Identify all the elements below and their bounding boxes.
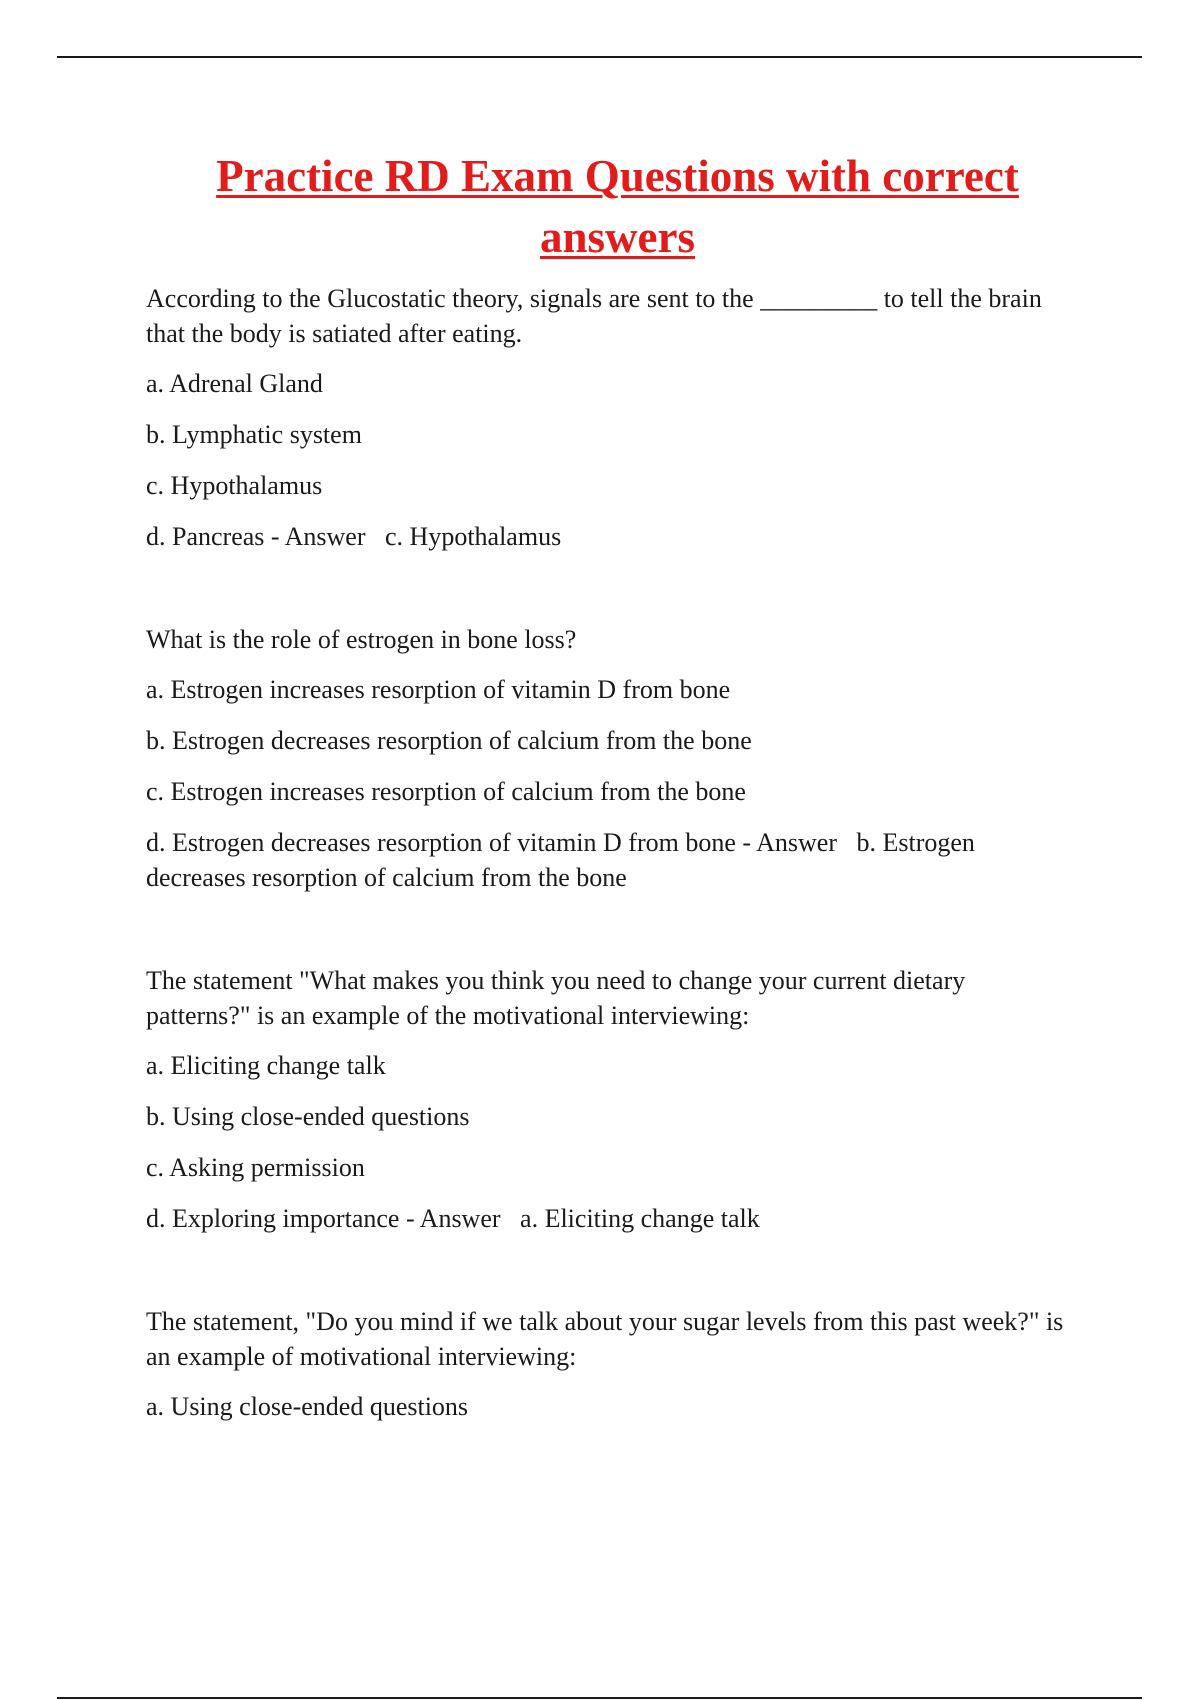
correct-answer: a. Eliciting change talk xyxy=(520,1204,760,1233)
answer-separator: - Answer xyxy=(264,522,385,551)
question-3 xyxy=(146,963,1066,1236)
option-c: c. Estrogen increases resorption of calcium from the bone xyxy=(146,777,746,806)
question-4 xyxy=(146,1304,1066,1424)
option-d: d. Pancreas xyxy=(146,522,265,551)
question-text: The statement, "Do you mind if we talk about your sugar levels from this past week?" is an example of motivational interviewing: xyxy=(146,1307,1064,1371)
footer-rule xyxy=(57,1697,1142,1699)
answer-separator: - Answer xyxy=(735,828,857,857)
option-d-with-answer xyxy=(146,519,1066,554)
option-d: d. Exploring importance xyxy=(146,1204,400,1233)
option-d: d. Estrogen decreases resorption of vitamin D from bone xyxy=(146,828,736,857)
question-1 xyxy=(146,281,1066,554)
option-a: a. Eliciting change talk xyxy=(146,1051,386,1080)
question-2 xyxy=(146,622,1066,895)
option-b: b. Lymphatic system xyxy=(146,420,362,449)
correct-answer: c. Hypothalamus xyxy=(385,522,562,551)
question-text: The statement "What makes you think you need to change your current dietary patterns?" is an example of the motivational interviewing: xyxy=(146,966,966,1030)
option-c: c. Asking permission xyxy=(146,1153,365,1182)
question-list xyxy=(146,281,1066,1424)
answer-separator: - Answer xyxy=(399,1204,521,1233)
option-b: b. Using close-ended questions xyxy=(146,1102,470,1131)
option-d-with-answer xyxy=(146,825,1066,895)
document-title: Practice RD Exam Questions with correct answers xyxy=(216,151,1019,262)
correct-answer: b. Estrogen decreases resorption of calcium from the bone xyxy=(146,828,975,892)
option-b: b. Estrogen decreases resorption of calcium from the bone xyxy=(146,726,752,755)
question-text: According to the Glucostatic theory, signals are sent to the _________ to tell the brain that the body is satiated after eating. xyxy=(146,284,1042,348)
option-a: a. Adrenal Gland xyxy=(146,369,323,398)
header-rule xyxy=(57,56,1142,58)
question-text: What is the role of estrogen in bone loss? xyxy=(146,625,577,654)
option-d-with-answer xyxy=(146,1201,1066,1236)
option-c: c. Hypothalamus xyxy=(146,471,323,500)
option-a: a. Using close-ended questions xyxy=(146,1392,469,1421)
option-a: a. Estrogen increases resorption of vitamin D from bone xyxy=(146,675,731,704)
